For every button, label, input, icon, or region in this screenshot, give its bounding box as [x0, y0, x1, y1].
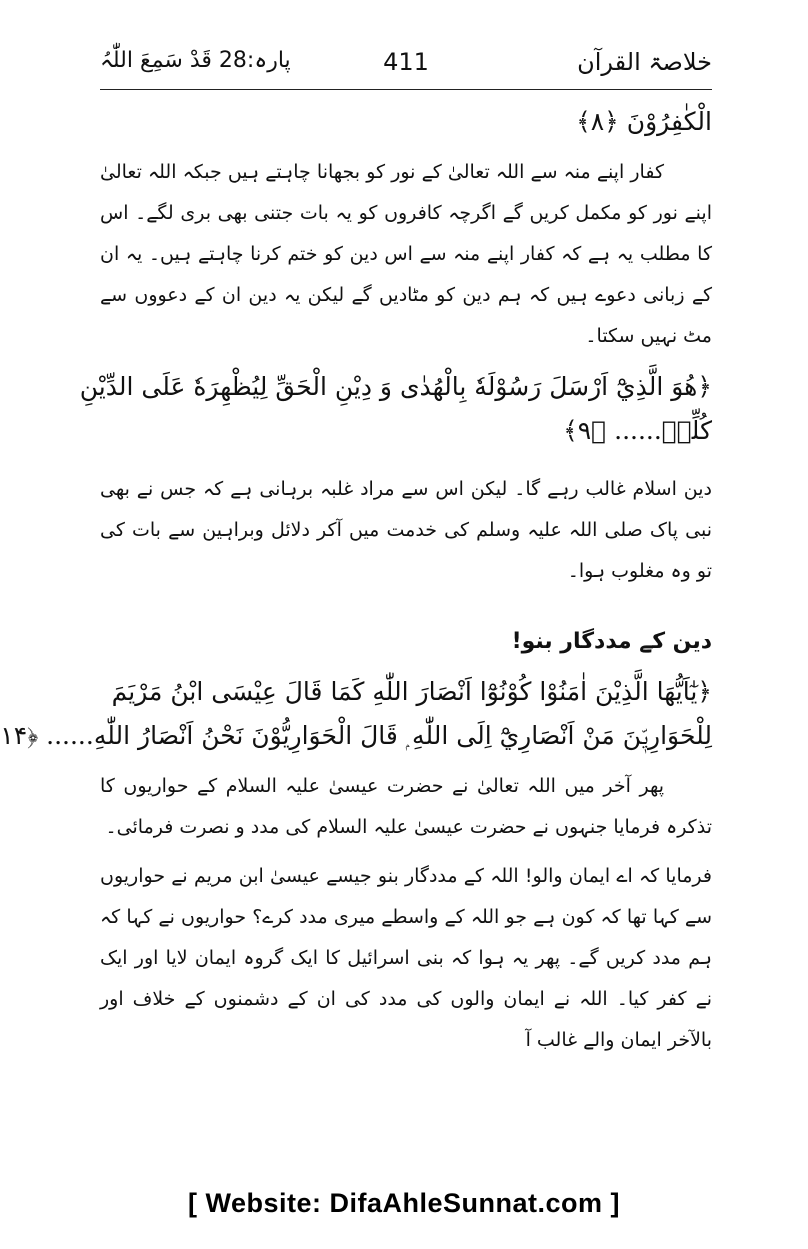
- header-divider: [100, 89, 712, 90]
- page-content: [0, 100, 712, 1061]
- verse-ending: الْكٰفِرُوْنَ ﴿۸﴾: [576, 107, 712, 136]
- page-header: [100, 38, 712, 90]
- commentary-paragraph-1: کفار اپنے منہ سے اللہ تعالیٰ کے نور کو بجھانا چاہتے ہیں جبکہ اللہ تعالیٰ اپنے نور کو مکمل کریں گے اگرچہ کافروں کو یہ بات جتنی بھی بری لگے۔ اس کا مطلب یہ ہے کہ کفار اپنے منہ سے اس دین کو ختم کرنا چاہتے ہیں۔ یہ ان کے زبانی دعوے ہیں کہ ہم دین کو مٹادیں گے لیکن یہ دین ان کے دعووں سے مٹ نہیں سکتا۔: [100, 161, 712, 347]
- commentary-paragraph-4: فرمایا کہ اے ایمان والو! اللہ کے مددگار بنو جیسے عیسیٰ ابن مریم نے حواریوں سے کہا تھا کہ کون ہے جو اللہ کے واسطے میری مدد کرے؟ حواریوں نے کہا کہ ہم مدد کریں گے۔ پھر یہ ہوا کہ بنی اسرائیل کا ایک گروہ ایمان لایا اور ایک نے کفر کیا۔ اللہ نے ایمان والوں کی مدد کی ان کے دشمنوں کے خلاف اور بالآخر ایمان والے غالب آ: [100, 865, 712, 1051]
- commentary-paragraph-3: پھر آخر میں اللہ تعالیٰ نے حضرت عیسیٰ علیہ السلام کے حواریوں کا تذکرہ فرمایا جنہوں نے حضرت عیسیٰ علیہ السلام کی مدد و نصرت فرمائی۔: [100, 775, 712, 838]
- book-title: خلاصۃ القرآن: [577, 48, 712, 76]
- verse-14-line-1: ﴿يٰٓاَيُّهَا الَّذِيْنَ اٰمَنُوْا كُوْنُوْٓا اَنْصَارَ اللّٰهِ كَمَا قَالَ عِيْسَى ابْنُ مَرْيَمَ: [111, 677, 712, 706]
- verse-9-line-2: كُلِّهٖ...... ﴿۹﴾: [563, 416, 712, 445]
- commentary-paragraph-2: دین اسلام غالب رہے گا۔ لیکن اس سے مراد غلبہ برہانی ہے کہ جس نے بھی نبی پاک صلی اللہ علیہ وسلم کی خدمت میں آکر دلائل وبراہین سے بات کی تو وہ مغلوب ہوا۔: [100, 478, 712, 582]
- website-footer: [ Website: DifaAhleSunnat.com ]: [187, 1188, 621, 1218]
- verse-9-line-1: ﴿هُوَ الَّذِيْٓ اَرْسَلَ رَسُوْلَهٗ بِالْهُدٰى وَ دِيْنِ الْحَقِّ لِيُظْهِرَهٗ عَلَى الدِّيْنِ: [79, 372, 712, 401]
- chapter-label: پارہ:28 قَدْ سَمِعَ اللّٰہُ: [100, 48, 291, 73]
- verse-14-line-2: لِلْحَوَارِيّٖنَ مَنْ اَنْصَارِيْٓ اِلَى اللّٰهِ ۭ قَالَ الْحَوَارِيُّوْنَ نَحْنُ اَنْصَارُ اللّٰهِ...... ﴿۱۴: [0, 721, 712, 750]
- page-number: 411: [383, 48, 429, 76]
- section-heading: دین کے مددگار بنو!: [511, 629, 712, 654]
